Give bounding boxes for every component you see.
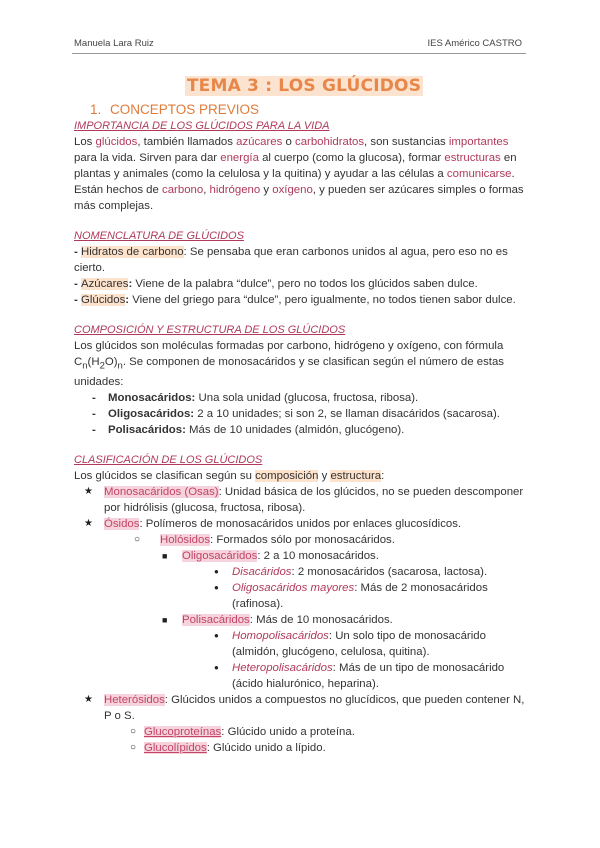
page-header [74,36,522,52]
subheading-clasificacion: CLASIFICACIÓN DE LOS GLÚCIDOS [74,454,263,467]
page-title: TEMA 3 : LOS GLÚCIDOS [186,76,422,96]
author-name: Manuela Lara Ruiz [74,38,154,49]
tree-item-homopolisacaridos: ● Homopolisacáridos: Un solo tipo de monosacárido (almidón, glucógeno, celulosa, quitina). [74,628,534,660]
units-list [74,390,534,438]
tree-item-monosacaridos: ★ Monosacáridos (Osas): Unidad básica de los glúcidos, no se pueden descomponer por hidrólisis (glucosa, fructosa, ribosa). [74,484,534,516]
tree-item-disacaridos: ● Disacáridos: 2 monosacáridos (sacarosa, lactosa). [74,564,534,580]
section-heading: 1. CONCEPTOS PREVIOS [90,102,260,117]
tree-item-osidos: ★ Ósidos: Polímeros de monosacáridos unidos por enlaces glucosídicos. [74,516,534,532]
list-item: - Monosacáridos: Una sola unidad (glucosa, fructosa, ribosa). [92,390,534,406]
tree-item-glucolipidos: ○ Glucolípidos: Glúcido unido a lípido. [74,740,534,756]
tree-item-heterosidos: ★ Heterósidos: Glúcidos unidos a compuestos no glucídicos, que pueden contener N, P o S. [74,692,534,724]
list-item: - Polisacáridos: Más de 10 unidades (almidón, glucógeno). [92,422,534,438]
school-name: IES Américo CASTRO [427,38,522,49]
tree-item-glucoproteinas: ○ Glucoproteínas: Glúcido unido a proteína. [74,724,534,740]
subheading-composicion: COMPOSICIÓN Y ESTRUCTURA DE LOS GLÚCIDOS [74,324,346,336]
subheading-importancia: IMPORTANCIA DE LOS GLÚCIDOS PARA LA VIDA [74,120,330,132]
paragraph-clasificacion-intro: Los glúcidos se clasifican según su composición y estructura: [74,470,385,483]
classification-tree [74,484,534,756]
list-item: - Glúcidos: Viene del griego para “dulce”, pero igualmente, no todos tienen sabor dulce. [74,294,516,306]
header-divider [72,53,526,54]
list-item: - Hidratos de carbono: Se pensaba que eran carbonos unidos al agua, pero eso no es cierto. [74,246,508,274]
tree-item-oligosacaridos: ■ Oligosacáridos: 2 a 10 monosacáridos. [74,548,534,564]
list-item: - Azúcares: Viene de la palabra “dulce”, pero no todos los glúcidos saben dulce. [74,278,478,290]
tree-item-polisacaridos: ■ Polisacáridos: Más de 10 monosacáridos. [74,612,534,628]
paragraph-composicion-quimica: Están hechos de carbono, hidrógeno y oxígeno, y pueden ser azúcares simples o formas más complejas. [74,184,524,212]
document-body [74,74,534,756]
tree-item-holosidos: ○ Holósidos: Formados sólo por monosacáridos. [74,532,534,548]
paragraph-formula: Los glúcidos son moléculas formadas por carbono, hidrógeno y oxígeno, con fórmula $C_n(H_2O)_n$. Se componen de monosacáridos y se clasifican según el número de estas unidades: [74,340,504,389]
tree-item-oligosacaridos-mayores: ● Oligosacáridos mayores: Más de 2 monosacáridos (rafinosa). [74,580,534,612]
list-item: - Oligosacáridos: 2 a 10 unidades; si son 2, se llaman disacáridos (sacarosa). [92,406,534,422]
subheading-nomenclatura: NOMENCLATURA DE GLÚCIDOS [74,230,244,242]
tree-item-heteropolisacaridos: ● Heteropolisacáridos: Más de un tipo de monosacárido (ácido hialurónico, heparina). [74,660,534,692]
paragraph-importancia: Los glúcidos, también llamados azúcares o carbohidratos, son sustancias importantes para la vida. Sirven para dar energía al cuerpo (como la glucosa), formar estructuras en plantas y animales (como la celulosa y la quitina) y ayudar a las células a comunicarse. [74,136,517,180]
